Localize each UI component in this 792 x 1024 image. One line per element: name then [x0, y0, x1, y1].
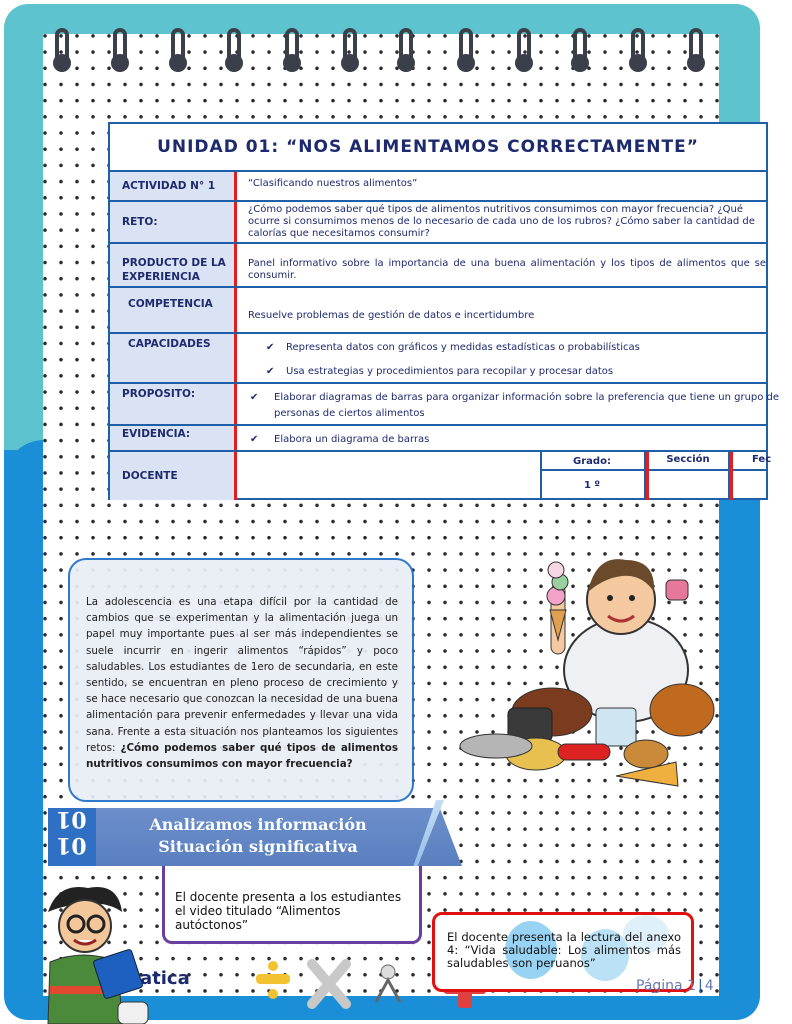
- capacidad-item: Representa datos con gráficos y medidas estadísticas o probabilísticas: [286, 342, 640, 353]
- spiral-ring-icon: [339, 28, 361, 72]
- value-proposito-line2: personas de ciertos alimentos: [274, 408, 425, 419]
- label-competencia: COMPETENCIA: [110, 288, 234, 332]
- check-icon: ✔: [250, 392, 259, 403]
- page-total: 4: [704, 978, 714, 994]
- value-producto: Panel informativo sobre la importancia de una buena alimentación y los tipos de alimentos que se consumir.: [248, 258, 766, 281]
- spiral-ring-icon: [51, 28, 73, 72]
- spiral-ring-icon: [223, 28, 245, 72]
- spiral-ring-icon: [569, 28, 591, 72]
- intro-paragraph: [68, 558, 414, 802]
- grado-label: Grado:: [573, 456, 611, 467]
- reading-activity-text: El docente presenta la lectura del anexo 4: “Vida saludable: Los alimentos más saludables son peruanos”: [447, 930, 681, 970]
- row-reto: [110, 200, 766, 242]
- label-docente: DOCENTE: [110, 452, 234, 500]
- spiral-ring-icon: [627, 28, 649, 72]
- banner-number: [48, 808, 96, 866]
- value-evidencia: Elabora un diagrama de barras: [274, 434, 430, 445]
- label-actividad: ACTIVIDAD N° 1: [110, 172, 234, 200]
- row-capacidades: [110, 332, 766, 382]
- label-producto: [110, 244, 234, 286]
- value-actividad: “Clasificando nuestros alimentos”: [248, 178, 418, 189]
- banner-number-top: 01: [56, 806, 87, 832]
- row-evidencia: [110, 424, 766, 450]
- seccion-label: Sección: [666, 454, 710, 465]
- label-producto-line2: EXPERIENCIA: [122, 271, 200, 283]
- banner-line1: Analizamos información: [149, 815, 367, 834]
- reading-boy-illustration: [38, 882, 148, 1024]
- banner-number-bottom: 01: [56, 832, 87, 858]
- fecha-label: Fec: [752, 454, 772, 465]
- row-actividad: [110, 170, 766, 200]
- label-reto: RETO:: [110, 202, 234, 242]
- spiral-ring-icon: [281, 28, 303, 72]
- row-producto: [110, 242, 766, 286]
- unit-table: [108, 122, 780, 500]
- label-evidencia: EVIDENCIA:: [110, 426, 234, 450]
- value-reto: ¿Cómo podemos saber qué tipos de alimentos nutritivos consumimos con mayor frecuencia? ¿Qué ocurre si consumimos menos de lo necesario de cada uno de los rubros? ¿Cómo saber la cantidad de calorías que necesitamos consumir?: [248, 204, 755, 239]
- footer-logo-text: atica: [140, 968, 190, 989]
- row-proposito: [110, 382, 780, 424]
- intro-question: ¿Cómo podemos saber qué tipos de alimentos nutritivos consumimos con mayor frecuencia?: [86, 741, 398, 771]
- label-capacidades: CAPACIDADES: [110, 334, 234, 382]
- boy-junk-food-illustration: [456, 540, 718, 802]
- section-banner: [48, 808, 440, 868]
- spiral-ring-icon: [513, 28, 535, 72]
- check-icon: ✔: [250, 434, 259, 445]
- label-producto-line1: PRODUCTO DE LA: [122, 257, 226, 269]
- grado-value: 1 º: [583, 480, 601, 491]
- spiral-ring-icon: [685, 28, 707, 72]
- intro-text: La adolescencia es una etapa difícil por la cantidad de cambios que se experimentan y la alimentación juega un papel muy importante pues al ser más independientes se suele incurrir en ingerir alimentos “rápidos” y poco saludables. Los estudiantes de 1ero de secundaria, en este sentido, se encuentran en pleno proceso de crecimiento y se hace necesario que conozcan la necesidad de una buena alimentación para prevenir enfermedades y llevar una vida sana. Frente a esta situación nos planteamos los siguientes retos:: [86, 596, 398, 754]
- value-proposito-line1: Elaborar diagramas de barras para organizar información sobre la preferencia que tiene un grupo de: [274, 392, 780, 403]
- spiral-ring-icon: [167, 28, 189, 72]
- label-proposito: PROPOSITO:: [110, 384, 234, 424]
- unit-title: UNIDAD 01: “NOS ALIMENTAMOS CORRECTAMENTE”: [157, 137, 699, 157]
- page-label: Página: [636, 978, 683, 994]
- banner-line2: Situación significativa: [158, 837, 358, 856]
- check-icon: ✔: [266, 366, 275, 377]
- spiral-ring-icon: [455, 28, 477, 72]
- spiral-ring-icon: [109, 28, 131, 72]
- capacidad-item: Usa estrategias y procedimientos para recopilar y procesar datos: [286, 366, 614, 377]
- value-competencia: Resuelve problemas de gestión de datos e incertidumbre: [248, 310, 535, 321]
- spiral-ring-icon: [395, 28, 417, 72]
- row-competencia: [110, 286, 766, 332]
- banner-title: [108, 814, 408, 858]
- page-current: 1: [687, 978, 696, 994]
- video-activity-box: El docente presenta a los estudiantes el video titulado “Alimentos autóctonos”: [162, 866, 422, 944]
- row-docente: [110, 450, 772, 500]
- check-icon: ✔: [266, 342, 275, 353]
- page-indicator: Página 1 | 4: [636, 978, 714, 994]
